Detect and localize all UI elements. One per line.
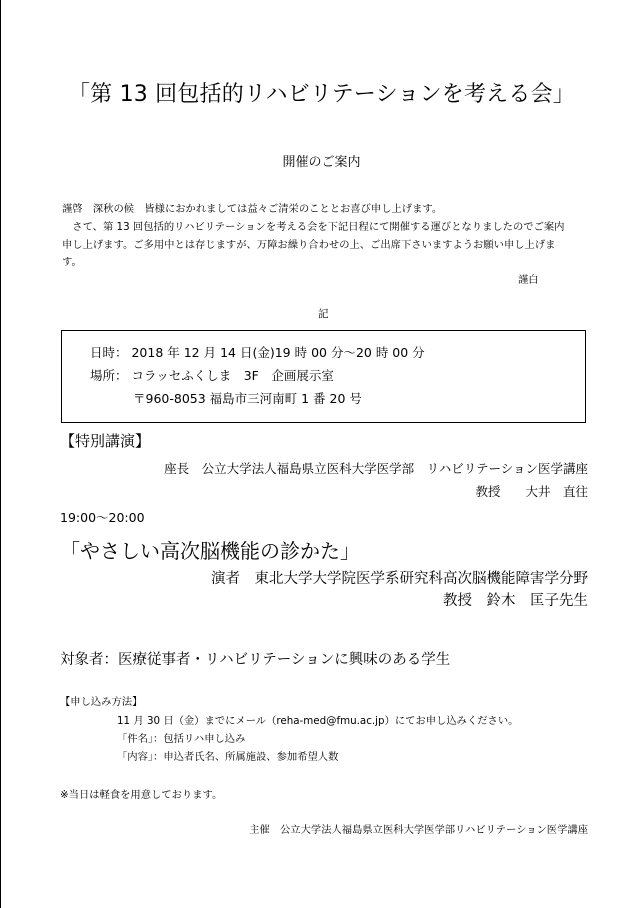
event-venue: 場所： コラッセふくしま 3F 企画展示室 bbox=[90, 368, 334, 383]
application-deadline: 11 月 30 日（金）までにメール（reha-med@fmu.ac.jp）にてお申し込みください。 bbox=[117, 715, 519, 727]
greeting-line-4: す。 bbox=[62, 256, 82, 268]
lecture-time: 19:00～20:00 bbox=[60, 510, 145, 525]
event-address: 〒960-8053 福島市三河南町 1 番 20 号 bbox=[133, 391, 362, 406]
special-lecture-heading: 【特別講演】 bbox=[60, 432, 151, 450]
greeting-line-3: 申し上げます。ご多用中とは存じますが、万障お繰り合わせの上、ご出席下さいますようお願い申し上げま bbox=[62, 239, 556, 251]
application-heading: 【申し込み方法】 bbox=[60, 696, 143, 708]
speaker-affiliation: 演者 東北大学大学院医学系研究科高次脳機能障害学分野 bbox=[211, 571, 588, 587]
refreshments-note: ※当日は軽食を用意しております。 bbox=[60, 789, 223, 801]
greeting-line-2: さて、第 13 回包括的リハビリテーションを考える会を下記日程にて開催する運びとなりましたのでご案内 bbox=[62, 221, 565, 233]
application-subject: 「件名」：包括リハ申し込み bbox=[117, 733, 246, 745]
chair-affiliation: 座長 公立大学法人福島県立医科大学医学部 リハビリテーション医学講座 bbox=[164, 461, 588, 476]
greeting-line-1: 謹啓 深秋の候 皆様におかれましては益々ご清栄のこととお喜び申し上げます。 bbox=[62, 203, 443, 215]
organizer: 主催 公立大学法人福島県立医科大学医学部リハビリテーション医学講座 bbox=[249, 824, 588, 836]
page-left-edge bbox=[0, 0, 1, 908]
chair-name: 教授 大井 直往 bbox=[475, 484, 588, 499]
greeting-closing: 謹白 bbox=[518, 274, 539, 286]
kigo-mark: 記 bbox=[318, 308, 329, 320]
lecture-title: 「やさしい高次脳機能の診かた」 bbox=[60, 539, 360, 563]
speaker-name: 教授 鈴木 匡子先生 bbox=[443, 593, 588, 609]
document-title: 「第 13 回包括的リハビリテーションを考える会」 bbox=[67, 82, 575, 107]
document-subtitle: 開催のご案内 bbox=[282, 155, 361, 170]
application-content: 「内容」：申込者氏名、所属施設、参加希望人数 bbox=[117, 751, 339, 763]
event-datetime: 日時： 2018 年 12 月 14 日(金)19 時 00 分～20 時 00 分 bbox=[90, 345, 425, 360]
target-audience: 対象者：医療従事者・リハビリテーションに興味のある学生 bbox=[60, 652, 451, 668]
